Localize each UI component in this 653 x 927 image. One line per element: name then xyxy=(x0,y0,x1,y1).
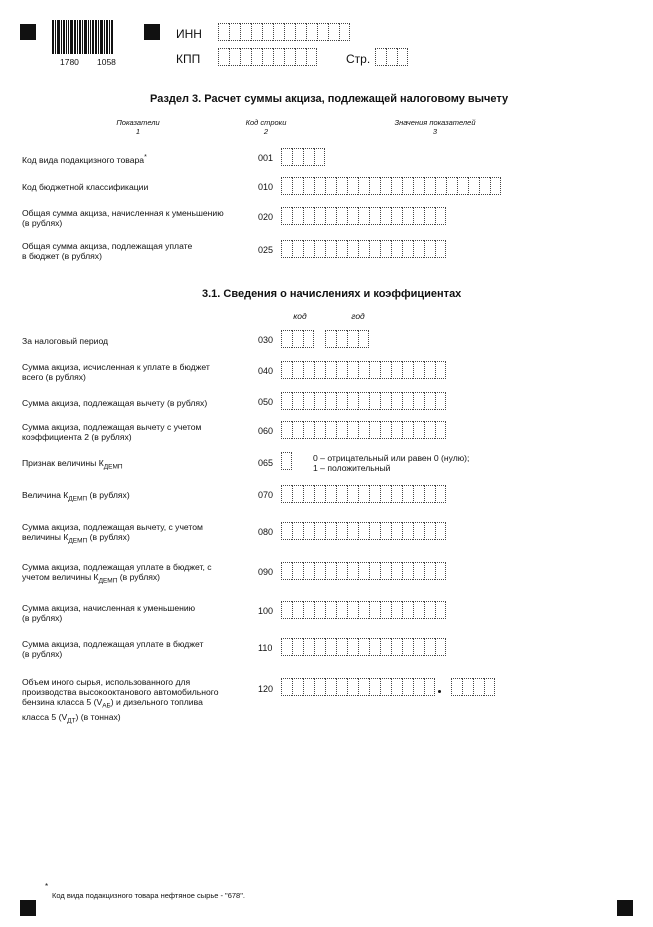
row-001-label: Код вида подакцизного товара* xyxy=(22,154,147,165)
row-060-field[interactable] xyxy=(281,421,446,439)
row-100-code: 100 xyxy=(258,606,274,616)
row-050-label: Сумма акциза, подлежащая вычету (в рублях) xyxy=(22,398,208,408)
row-040-label: Сумма акциза, исчисленная к уплате в бюджет всего (в рублях) xyxy=(22,362,210,382)
page-number-field[interactable] xyxy=(375,48,408,66)
row-120-integer-field[interactable] xyxy=(281,678,435,696)
inn-field[interactable] xyxy=(218,23,350,41)
decimal-point xyxy=(438,690,441,693)
corner-marker-top-left xyxy=(20,24,36,40)
row-010-code: 010 xyxy=(258,182,274,192)
row-025-field[interactable] xyxy=(281,240,446,258)
corner-marker-bottom-right xyxy=(617,900,633,916)
row-065-note: 0 – отрицательный или равен 0 (нулю); 1 – положительный xyxy=(313,453,470,473)
row-025-label: Общая сумма акциза, подлежащая уплате в бюджет (в рублях) xyxy=(22,241,193,261)
col-header-code: код xyxy=(293,311,307,321)
barcode-number-right: 1058 xyxy=(97,57,116,67)
row-020-label: Общая сумма акциза, начисленная к уменьшению (в рублях) xyxy=(22,208,224,228)
footnote-text: Код вида подакцизного товара нефтяное сырье - "678". xyxy=(52,891,245,900)
row-070-label: Величина $К_{ДЕМП}$ (в рублях) xyxy=(22,490,130,503)
row-080-label: Сумма акциза, подлежащая вычету, с учетом величины $К_{ДЕМП}$ (в рублях) xyxy=(22,522,203,545)
row-090-code: 090 xyxy=(258,567,274,577)
barcode xyxy=(52,20,122,54)
row-070-code: 070 xyxy=(258,490,274,500)
row-060-code: 060 xyxy=(258,426,274,436)
row-001-field[interactable] xyxy=(281,148,325,166)
row-010-label: Код бюджетной классификации xyxy=(22,182,149,192)
row-080-field[interactable] xyxy=(281,522,446,540)
row-100-label: Сумма акциза, начисленная к уменьшению (в рублях) xyxy=(22,603,196,623)
col-header-values: Значения показателей 3 xyxy=(394,118,476,136)
col-header-year: год xyxy=(351,311,365,321)
row-060-label: Сумма акциза, подлежащая вычету с учетом коэффициента 2 (в рублях) xyxy=(22,422,202,442)
col-header-indicators: Показатели 1 xyxy=(116,118,160,136)
row-020-code: 020 xyxy=(258,212,274,222)
section3-title: Раздел 3. Расчет суммы акциза, подлежащей налоговому вычету xyxy=(150,93,509,105)
footnote-mark: * xyxy=(45,882,49,891)
row-090-field[interactable] xyxy=(281,562,446,580)
row-070-field[interactable] xyxy=(281,485,446,503)
row-120-label: Объем иного сырья, использованного для производства высокооктанового автомобильного бензина класса 5 $(V_{АБ})$ и дизельного топлива класса 5 $(V_{ДТ})$ (в тоннах) xyxy=(22,677,219,725)
col-header-line-code: Код строки 2 xyxy=(245,118,287,136)
row-090-label: Сумма акциза, подлежащая уплате в бюджет, с учетом величины $К_{ДЕМП}$ (в рублях) xyxy=(22,562,212,585)
row-110-label: Сумма акциза, подлежащая уплате в бюджет (в рублях) xyxy=(22,639,204,659)
row-040-field[interactable] xyxy=(281,361,446,379)
row-080-code: 080 xyxy=(258,527,274,537)
row-030-code: 030 xyxy=(258,335,274,345)
row-025-code: 025 xyxy=(258,245,274,255)
row-110-code: 110 xyxy=(258,643,273,653)
row-001-code: 001 xyxy=(258,153,274,163)
row-050-field[interactable] xyxy=(281,392,446,410)
kpp-label: КПП xyxy=(176,52,201,66)
barcode-number-left: 1780 xyxy=(60,57,79,67)
row-065-field[interactable] xyxy=(281,452,292,470)
row-100-field[interactable] xyxy=(281,601,446,619)
row-040-code: 040 xyxy=(258,366,274,376)
row-030-period-code[interactable] xyxy=(281,330,314,348)
corner-marker-bottom-left xyxy=(20,900,36,916)
row-110-field[interactable] xyxy=(281,638,446,656)
row-065-code: 065 xyxy=(258,458,274,468)
row-030-label: За налоговый период xyxy=(22,336,109,346)
inn-label: ИНН xyxy=(176,27,202,41)
kpp-field[interactable] xyxy=(218,48,317,66)
row-020-field[interactable] xyxy=(281,207,446,225)
page-label: Стр. xyxy=(346,52,371,66)
row-120-code: 120 xyxy=(258,684,274,694)
row-050-code: 050 xyxy=(258,397,274,407)
row-030-year[interactable] xyxy=(325,330,369,348)
corner-marker-top-mid xyxy=(144,24,160,40)
section31-title: 3.1. Сведения о начислениях и коэффициентах xyxy=(202,288,462,300)
row-065-label: Признак величины $К_{ДЕМП}$ xyxy=(22,458,123,471)
row-120-decimal-field[interactable] xyxy=(451,678,495,696)
row-010-field[interactable] xyxy=(281,177,501,195)
